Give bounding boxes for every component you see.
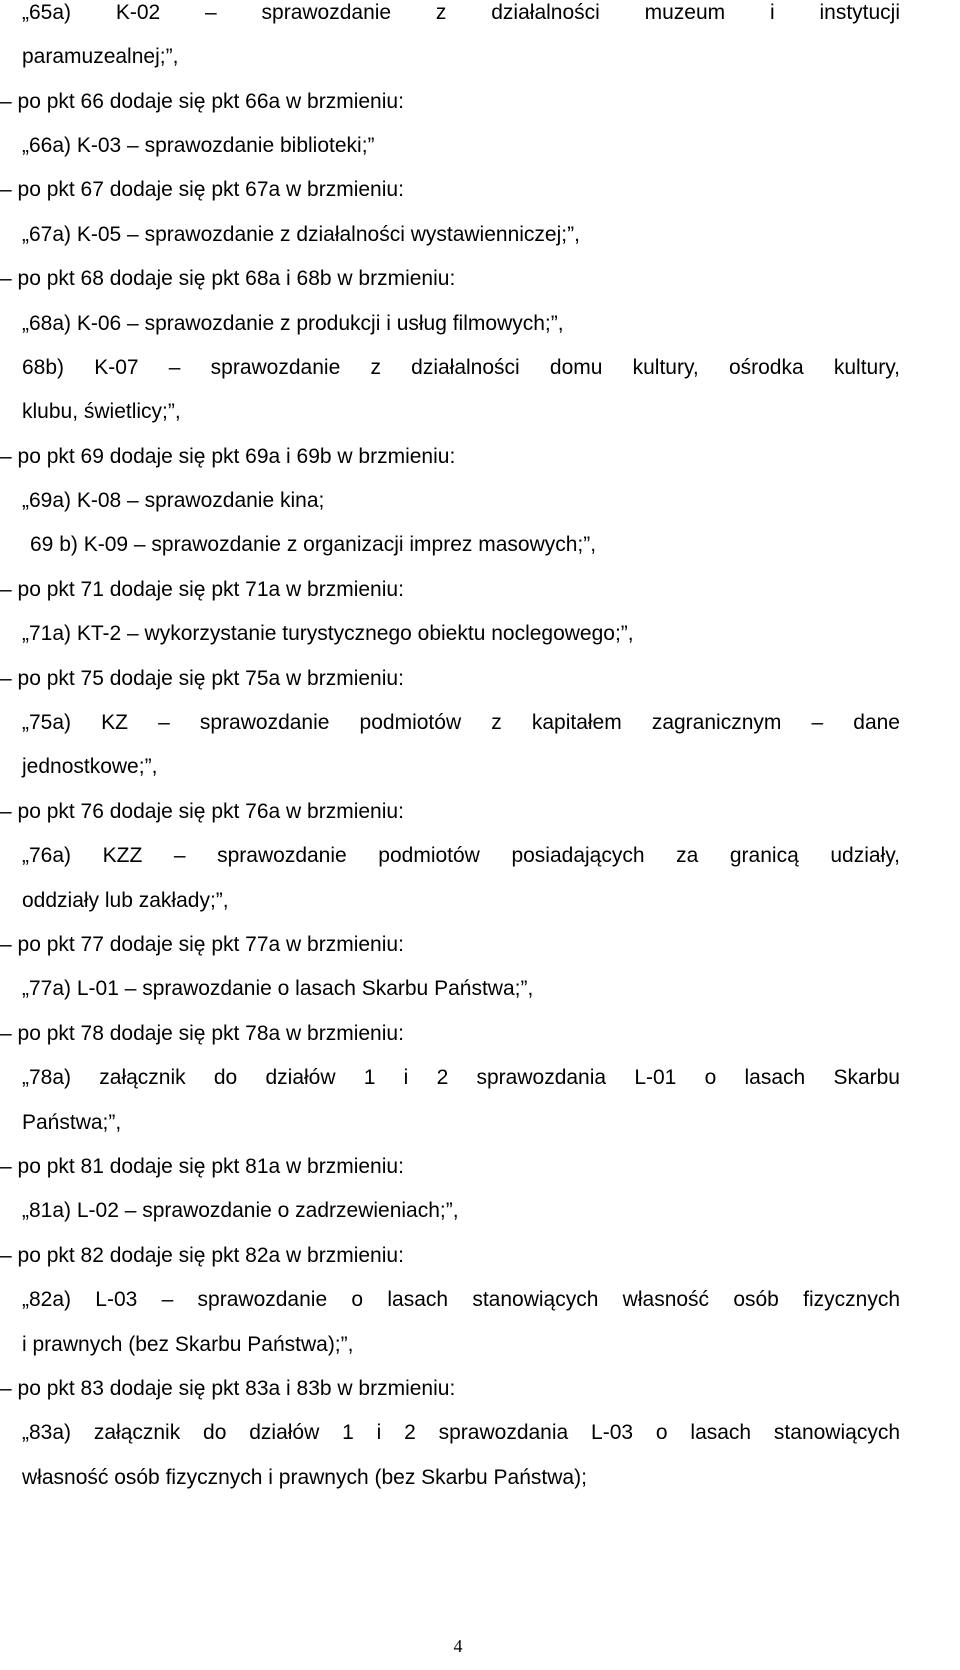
text-line: – po pkt 83 dodaje się pkt 83a i 83b w brzmieniu:: [0, 1377, 456, 1400]
text-line: „82a) L-03 – sprawozdanie o lasach stanowiących własność osób fizycznych: [22, 1288, 900, 1311]
text-line: – po pkt 78 dodaje się pkt 78a w brzmieniu:: [0, 1022, 404, 1045]
text-line: „67a) K-05 – sprawozdanie z działalności wystawienniczej;”,: [22, 223, 580, 246]
text-line: Państwa;”,: [22, 1111, 122, 1134]
text-line: paramuzealnej;”,: [22, 45, 179, 68]
text-line: „75a) KZ – sprawozdanie podmiotów z kapitałem zagranicznym – dane: [22, 711, 900, 734]
text-line: jednostkowe;”,: [22, 755, 158, 778]
text-line: „78a) załącznik do działów 1 i 2 sprawozdania L-01 o lasach Skarbu: [22, 1066, 900, 1089]
text-line: 69 b) K-09 – sprawozdanie z organizacji imprez masowych;”,: [30, 533, 597, 556]
text-line: „68a) K-06 – sprawozdanie z produkcji i usług filmowych;”,: [22, 312, 564, 335]
page-number: 4: [453, 1636, 463, 1656]
text-line: i prawnych (bez Skarbu Państwa);”,: [22, 1333, 354, 1356]
text-line: – po pkt 68 dodaje się pkt 68a i 68b w brzmieniu:: [0, 267, 456, 290]
text-line: – po pkt 82 dodaje się pkt 82a w brzmieniu:: [0, 1244, 404, 1267]
text-line: – po pkt 71 dodaje się pkt 71a w brzmieniu:: [0, 578, 404, 601]
text-line: „76a) KZZ – sprawozdanie podmiotów posiadających za granicą udziały,: [22, 844, 900, 867]
text-line: „77a) L-01 – sprawozdanie o lasach Skarbu Państwa;”,: [22, 977, 534, 1000]
text-line: oddziały lub zakłady;”,: [22, 889, 229, 912]
text-line: – po pkt 67 dodaje się pkt 67a w brzmieniu:: [0, 178, 404, 201]
text-line: klubu, świetlicy;”,: [22, 400, 181, 423]
text-line: – po pkt 77 dodaje się pkt 77a w brzmieniu:: [0, 933, 404, 956]
text-line: – po pkt 75 dodaje się pkt 75a w brzmieniu:: [0, 667, 404, 690]
text-line: – po pkt 81 dodaje się pkt 81a w brzmieniu:: [0, 1155, 404, 1178]
text-line: – po pkt 66 dodaje się pkt 66a w brzmieniu:: [0, 90, 404, 113]
text-line: „69a) K-08 – sprawozdanie kina;: [22, 489, 325, 512]
text-line: „71a) KT-2 – wykorzystanie turystycznego obiektu noclegowego;”,: [22, 622, 634, 645]
text-line: własność osób fizycznych i prawnych (bez Skarbu Państwa);: [22, 1466, 587, 1489]
text-line: „83a) załącznik do działów 1 i 2 sprawozdania L-03 o lasach stanowiących: [22, 1421, 900, 1444]
text-line: 68b) K-07 – sprawozdanie z działalności domu kultury, ośrodka kultury,: [22, 356, 900, 379]
text-line: „65a) K-02 – sprawozdanie z działalności muzeum i instytucji: [22, 1, 900, 24]
text-line: „81a) L-02 – sprawozdanie o zadrzewieniach;”,: [22, 1199, 459, 1222]
text-line: – po pkt 69 dodaje się pkt 69a i 69b w brzmieniu:: [0, 445, 456, 468]
text-line: „66a) K-03 – sprawozdanie biblioteki;”: [22, 134, 375, 157]
text-line: – po pkt 76 dodaje się pkt 76a w brzmieniu:: [0, 800, 404, 823]
